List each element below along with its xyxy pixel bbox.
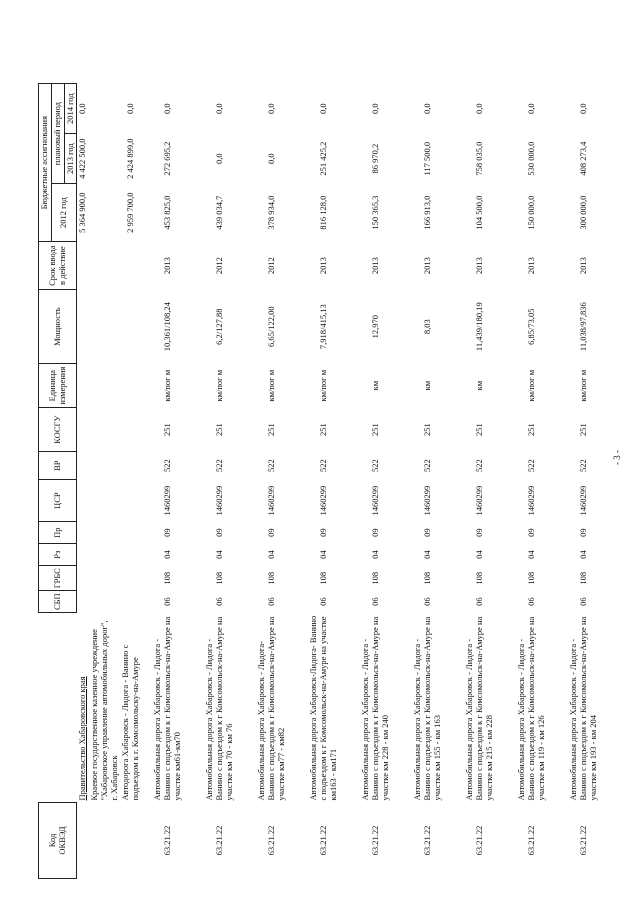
cell-pr: 09 (266, 528, 276, 537)
cell-grbs: 108 (266, 571, 276, 585)
cell-unit: км/пог м (162, 369, 172, 402)
header-budget: Бюджетные ассигнования (39, 84, 52, 242)
cell-cap: 6,2/127,88 (214, 308, 224, 345)
cell-y2014: 0,0 (318, 103, 328, 114)
cell-unit: км/пог м (578, 369, 588, 402)
page-number: - 3 - (612, 450, 622, 465)
cell-vr: 522 (214, 459, 224, 473)
cell-unit: км (422, 380, 432, 391)
cell-y2014: 0,0 (370, 103, 380, 114)
cell-sbp: 06 (162, 597, 172, 606)
cell-rz: 04 (578, 550, 588, 559)
cell-cap: 10,361/108,24 (162, 302, 172, 352)
cell-grbs: 108 (422, 571, 432, 585)
header-deadline: Срок ввода в действие (39, 242, 77, 290)
table-row (246, 84, 298, 879)
cell-y2013: 86 970,2 (370, 143, 380, 174)
cell-okved: 63.21.22 (578, 825, 588, 856)
cell-rz: 04 (162, 550, 172, 559)
cell-csr: 1460299 (266, 485, 276, 516)
cell-name: Автомобильная дорога Хабаровск - Лидога - Ванино с подъездом к г Комсомольск-на-Амуре на участке км61-км70 (152, 616, 182, 801)
cell-kosgu: 251 (214, 423, 224, 437)
cell-y2013: 530 000,0 (526, 141, 536, 176)
cell-grbs: 108 (214, 571, 224, 585)
cell-y2014: 0,0 (474, 103, 484, 114)
cell-deadline: 2012 (266, 257, 276, 275)
cell-sbp: 06 (214, 597, 224, 606)
total-2012: 5 364 900,0 (77, 192, 88, 233)
cell-y2013: 272 695,2 (162, 141, 172, 176)
cell-name: Автомобильная дорога Хабаровск - Лидога - Ванино с подъездом к г Комсомольск-на-Амуре на участке км 215 - км 228 (464, 616, 494, 801)
cell-y2013: 251 425,2 (318, 141, 328, 176)
cell-y2012: 439 034,7 (214, 195, 224, 230)
cell-y2012: 150 365,3 (370, 195, 380, 230)
cell-name: Автомобильная дорога Хабаровск - Лидога- Ванино с подъездом к г Комсомольск-на-Амуре на участке км77 - км82 (256, 616, 286, 801)
section-title: Правительство Хабаровского края (77, 676, 88, 801)
header-planned: плановый период (51, 84, 64, 184)
cell-y2013: 408 273,4 (578, 141, 588, 176)
header-vr: ВР (39, 452, 77, 480)
cell-unit: км (370, 380, 380, 391)
cell-deadline: 2013 (370, 257, 380, 275)
cell-csr: 1460299 (214, 485, 224, 516)
table-row (142, 84, 194, 879)
cell-name: Автомобильная дорога Хабаровск - Лидога - Ванино с подъездом к г Комсомольск-на-Амуре на участке км 155 - км 163 (412, 616, 442, 801)
cell-sbp: 06 (578, 597, 588, 606)
cell-vr: 522 (162, 459, 172, 473)
cell-grbs: 108 (578, 571, 588, 585)
subsection-name: Автодорога Хабаровск - Лидога - Ванино с подъездом к г. Комсомольску-на-Амуре (120, 644, 141, 801)
cell-grbs: 108 (318, 571, 328, 585)
cell-y2014: 0,0 (162, 103, 172, 114)
cell-name: Автомобильная дорога Хабаровск - Лидога - Ванино с подъездом к г Комсомольск-на-Амуре на участке км 70 - км 76 (204, 616, 234, 801)
cell-csr: 1460299 (578, 485, 588, 516)
table-row (298, 84, 350, 879)
cell-okved: 63.21.22 (214, 825, 224, 856)
cell-y2013: 0,0 (214, 153, 224, 164)
cell-y2012: 166 913,0 (422, 195, 432, 230)
cell-deadline: 2012 (214, 257, 224, 275)
institution-row (89, 84, 120, 879)
cell-sbp: 06 (266, 597, 276, 606)
cell-vr: 522 (266, 459, 276, 473)
cell-vr: 522 (578, 459, 588, 473)
cell-y2012: 150 000,0 (526, 195, 536, 230)
cell-kosgu: 251 (318, 423, 328, 437)
section-row (77, 84, 89, 879)
cell-deadline: 2013 (422, 257, 432, 275)
cell-okved: 63.21.22 (266, 825, 276, 856)
header-2012: 2012 год (51, 184, 77, 242)
cell-kosgu: 251 (162, 423, 172, 437)
cell-csr: 1460299 (474, 485, 484, 516)
cell-grbs: 108 (526, 571, 536, 585)
cell-name: Автомобильная дорога Хабаровск - Лидога - Ванино с подъездом к г Комсомольск-на-Амуре на участке км 228 - км 240 (360, 616, 390, 801)
total-2014: 0,0 (77, 103, 88, 114)
cell-pr: 09 (318, 528, 328, 537)
table-row (350, 84, 402, 879)
header-pr: Пр (39, 522, 77, 544)
cell-rz: 04 (526, 550, 536, 559)
cell-pr: 09 (422, 528, 432, 537)
cell-sbp: 06 (526, 597, 536, 606)
cell-y2012: 378 934,0 (266, 195, 276, 230)
subsection-2012: 2 959 700,0 (125, 192, 136, 233)
cell-kosgu: 251 (266, 423, 276, 437)
subsection-row (120, 84, 142, 879)
header-sbp: СБП (39, 591, 77, 613)
cell-deadline: 2013 (318, 257, 328, 275)
cell-grbs: 108 (162, 571, 172, 585)
cell-cap: 6,85/73,05 (526, 308, 536, 345)
header-kod: Код ОКВЭД (39, 803, 77, 879)
table-row (402, 84, 454, 879)
cell-kosgu: 251 (578, 423, 588, 437)
header-grbs: ГРБС (39, 566, 77, 591)
institution-name: Краевое государственное казенное учреждение "Хабаровское управление автомобильных дорог", г. Хабаровск (89, 620, 119, 801)
cell-sbp: 06 (422, 597, 432, 606)
total-2013: 4 422 500,0 (77, 138, 88, 179)
cell-csr: 1460299 (526, 485, 536, 516)
cell-unit: км/пог м (266, 369, 276, 402)
table-row (506, 84, 558, 879)
cell-okved: 63.21.22 (318, 825, 328, 856)
cell-csr: 1460299 (318, 485, 328, 516)
cell-kosgu: 251 (474, 423, 484, 437)
cell-okved: 63.21.22 (422, 825, 432, 856)
header-2014: 2014 год (64, 84, 77, 134)
cell-vr: 522 (318, 459, 328, 473)
cell-pr: 09 (578, 528, 588, 537)
cell-name: Автомобильная дорога Хабаровск-Лидога- Ванино с подъездом к г Комсомольск-на-Амуре на участке км163 - км171 (308, 615, 338, 801)
cell-kosgu: 251 (422, 423, 432, 437)
cell-pr: 09 (526, 528, 536, 537)
cell-sbp: 06 (370, 597, 380, 606)
subsection-2013: 2 424 899,0 (125, 138, 136, 179)
cell-y2013: 0,0 (266, 153, 276, 164)
cell-sbp: 06 (318, 597, 328, 606)
cell-okved: 63.21.22 (370, 825, 380, 856)
subsection-2014: 0,0 (125, 103, 136, 114)
header-unit: Единица измерения (39, 364, 77, 408)
table-row (454, 84, 506, 879)
header-2013: 2013 год (64, 134, 77, 184)
cell-csr: 1460299 (422, 485, 432, 516)
cell-name: Автомобильная дорога Хабаровск - Лидога - Ванино с подъездом к г Комсомольск-на-Амуре на участке км 119 - км 126 (516, 616, 546, 801)
cell-y2012: 816 128,0 (318, 195, 328, 230)
cell-kosgu: 251 (370, 423, 380, 437)
cell-cap: 7,918/415,13 (318, 304, 328, 350)
cell-rz: 04 (318, 550, 328, 559)
cell-cap: 6,65/122,00 (266, 306, 276, 347)
cell-vr: 522 (370, 459, 380, 473)
cell-y2013: 117 500,0 (422, 141, 432, 176)
cell-okved: 63.21.22 (162, 825, 172, 856)
cell-rz: 04 (214, 550, 224, 559)
cell-pr: 09 (370, 528, 380, 537)
cell-cap: 11,038/97,836 (578, 302, 588, 352)
header-rz: Рз (39, 544, 77, 566)
cell-cap: 12,970 (370, 314, 380, 339)
cell-pr: 09 (162, 528, 172, 537)
cell-y2012: 300 000,0 (578, 195, 588, 230)
cell-csr: 1460299 (162, 485, 172, 516)
cell-pr: 09 (214, 528, 224, 537)
cell-unit: км (474, 380, 484, 391)
cell-y2014: 0,0 (578, 103, 588, 114)
header-capacity: Мощность (39, 290, 77, 364)
cell-sbp: 06 (474, 597, 484, 606)
cell-grbs: 108 (474, 571, 484, 585)
cell-y2013: 758 035,0 (474, 141, 484, 176)
cell-kosgu: 251 (526, 423, 536, 437)
cell-csr: 1460299 (370, 485, 380, 516)
cell-y2014: 0,0 (422, 103, 432, 114)
cell-y2014: 0,0 (266, 103, 276, 114)
budget-table (38, 83, 610, 879)
cell-name: Автомобильная дорога Хабаровск - Лидога - Ванино с подъездом к г Комсомольск-на-Амуре на участке км 193 - км 204 (568, 616, 598, 801)
cell-deadline: 2013 (162, 257, 172, 275)
cell-unit: км/пог м (526, 369, 536, 402)
cell-pr: 09 (474, 528, 484, 537)
cell-grbs: 108 (370, 571, 380, 585)
cell-rz: 04 (474, 550, 484, 559)
cell-deadline: 2013 (526, 257, 536, 275)
cell-vr: 522 (474, 459, 484, 473)
cell-deadline: 2013 (578, 257, 588, 275)
cell-rz: 04 (266, 550, 276, 559)
cell-vr: 522 (422, 459, 432, 473)
header-kosgu: КОСГУ (39, 408, 77, 452)
table-row (194, 84, 246, 879)
cell-rz: 04 (422, 550, 432, 559)
cell-y2014: 0,0 (526, 103, 536, 114)
cell-okved: 63.21.22 (526, 825, 536, 856)
header-csr: ЦСР (39, 480, 77, 522)
cell-y2014: 0,0 (214, 103, 224, 114)
table-row (558, 84, 610, 879)
cell-cap: 8,03 (422, 319, 432, 335)
cell-unit: км/пог м (214, 369, 224, 402)
cell-okved: 63.21.22 (474, 825, 484, 856)
cell-unit: км/пог м (318, 369, 328, 402)
cell-rz: 04 (370, 550, 380, 559)
cell-y2012: 453 825,0 (162, 195, 172, 230)
cell-y2012: 104 500,0 (474, 195, 484, 230)
cell-cap: 11,439/180,19 (474, 302, 484, 352)
cell-vr: 522 (526, 459, 536, 473)
cell-deadline: 2013 (474, 257, 484, 275)
